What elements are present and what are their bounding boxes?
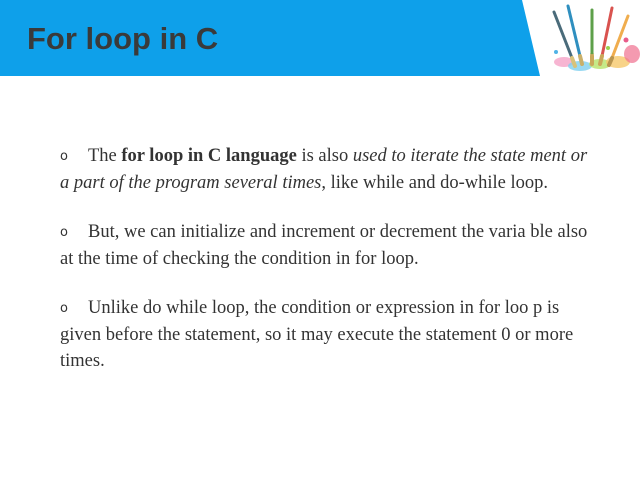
paint-brushes-icon <box>508 0 640 76</box>
bullet-text: is also <box>296 146 353 166</box>
bullet-marker: o <box>60 225 68 240</box>
bullet-marker: o <box>60 301 68 316</box>
bullet-item <box>60 219 600 272</box>
bullet-text: Unlike do while loop, the condition or expression in for loo p is given before the statement, so it may execute the statement 0 or more times. <box>60 298 574 371</box>
bullet-list <box>60 143 600 397</box>
bullet-text-italic: used to iterate the state ment or a part of the program several times <box>60 146 588 193</box>
bullet-text: But, we can initialize and increment or decrement the varia ble also at the time of checking the condition in for loop. <box>60 222 588 269</box>
bullet-text: The <box>88 146 122 166</box>
bullet-text: , like while and do-while loop. <box>321 173 548 193</box>
bullet-item <box>60 295 600 374</box>
bullet-text-bold: for loop in C language <box>121 146 297 166</box>
bullet-marker: o <box>60 149 68 164</box>
bullet-item <box>60 143 600 196</box>
slide-header <box>0 0 640 76</box>
slide-title: For loop in C <box>27 21 219 56</box>
